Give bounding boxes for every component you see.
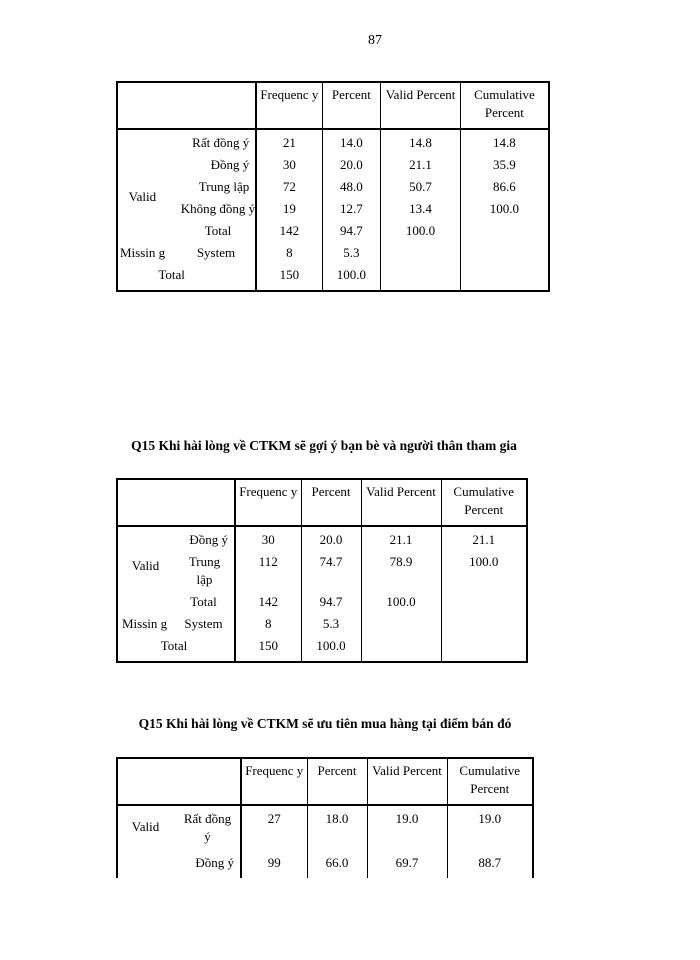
- table-row: [117, 611, 527, 633]
- row-category: Không đồng ý: [180, 201, 256, 216]
- cell-frequency: 150: [235, 633, 301, 662]
- cell-frequency: 150: [256, 262, 322, 291]
- table-row: [117, 589, 527, 611]
- cell-cumulative: [460, 240, 549, 262]
- table-row: [117, 218, 549, 240]
- row-category: Rất đồng ý: [183, 811, 232, 844]
- header-blank: [117, 758, 241, 805]
- table-2-title: Q15 Khi hài lòng về CTKM sẽ gợi ý bạn bè và người thân tham gia: [131, 438, 517, 453]
- cell-percent: 94.7: [301, 589, 361, 611]
- cell-valid-percent: 13.4: [381, 196, 461, 218]
- frequency-table-1: [116, 81, 550, 292]
- cell-cumulative: [460, 218, 549, 240]
- table-row: [117, 152, 549, 174]
- cell-frequency: 8: [256, 240, 322, 262]
- cell-cumulative: 35.9: [460, 152, 549, 174]
- cell-valid-percent: 100.0: [361, 589, 441, 611]
- cell-frequency: 27: [241, 805, 307, 846]
- row-category: Đồng ý: [210, 157, 250, 172]
- cell-percent: 12.7: [322, 196, 381, 218]
- cell-percent: 20.0: [322, 152, 381, 174]
- row-category: Rất đồng ý: [192, 135, 250, 150]
- cell-valid-percent: 69.7: [367, 846, 447, 878]
- cell-frequency: 30: [235, 526, 301, 549]
- cell-valid-percent: [361, 611, 441, 633]
- cell-frequency: 72: [256, 174, 322, 196]
- frequency-table-3: [116, 757, 534, 878]
- cell-valid-percent: 19.0: [367, 805, 447, 846]
- group-label-missing: Missin g: [120, 245, 166, 260]
- cell-valid-percent: 78.9: [361, 549, 441, 589]
- cell-cumulative: [460, 262, 549, 291]
- table-3-title: Q15 Khi hài lòng về CTKM sẽ ưu tiên mua hàng tại điểm bán đó: [138, 716, 512, 731]
- cell-frequency: 142: [235, 589, 301, 611]
- row-category: System: [184, 616, 223, 631]
- cell-percent: 20.0: [301, 526, 361, 549]
- header-frequency: Frequenc y: [235, 479, 301, 526]
- cell-cumulative: 19.0: [447, 805, 533, 846]
- cell-frequency: 142: [256, 218, 322, 240]
- cell-valid-percent: [381, 262, 461, 291]
- table-row: [117, 174, 549, 196]
- row-category: Đồng ý: [195, 855, 234, 870]
- header-blank: [117, 479, 235, 526]
- row-category: System: [196, 245, 236, 260]
- group-label-valid: Valid: [128, 189, 157, 204]
- cell-percent: 94.7: [322, 218, 381, 240]
- row-category: Total: [158, 267, 185, 282]
- cell-percent: 5.3: [322, 240, 381, 262]
- table-row: [117, 549, 527, 589]
- cell-frequency: 8: [235, 611, 301, 633]
- table-header-row: [117, 479, 527, 526]
- header-blank: [117, 82, 256, 129]
- cell-frequency: 19: [256, 196, 322, 218]
- header-percent: Percent: [301, 479, 361, 526]
- header-valid-percent: Valid Percent: [381, 82, 461, 129]
- cell-percent: 66.0: [307, 846, 367, 878]
- cell-valid-percent: 14.8: [381, 129, 461, 152]
- cell-percent: 18.0: [307, 805, 367, 846]
- header-percent: Percent: [322, 82, 381, 129]
- row-category: Total: [160, 638, 188, 653]
- cell-valid-percent: 50.7: [381, 174, 461, 196]
- header-cumulative-percent: Cumulative Percent: [441, 479, 527, 526]
- cell-percent: 74.7: [301, 549, 361, 589]
- cell-cumulative: [441, 589, 527, 611]
- cell-cumulative: 21.1: [441, 526, 527, 549]
- cell-valid-percent: [381, 240, 461, 262]
- group-label-missing: Missin g: [122, 616, 168, 631]
- table-row: [117, 196, 549, 218]
- header-cumulative-percent: Cumulative Percent: [460, 82, 549, 129]
- frequency-table-2: [116, 478, 528, 663]
- cell-frequency: 112: [235, 549, 301, 589]
- cell-percent: 100.0: [301, 633, 361, 662]
- cell-valid-percent: 21.1: [361, 526, 441, 549]
- row-category: Trung lập: [188, 554, 221, 587]
- cell-percent: 14.0: [322, 129, 381, 152]
- cell-cumulative: 88.7: [447, 846, 533, 878]
- table-row: [117, 262, 549, 291]
- header-frequency: Frequenc y: [256, 82, 322, 129]
- table-row: [117, 805, 533, 846]
- table-row: [117, 129, 549, 152]
- cell-percent: 100.0: [322, 262, 381, 291]
- cell-valid-percent: [361, 633, 441, 662]
- header-frequency: Frequenc y: [241, 758, 307, 805]
- page-number: 87: [368, 33, 382, 48]
- cell-frequency: 99: [241, 846, 307, 878]
- group-label-valid: Valid: [131, 558, 160, 573]
- row-category: Đồng ý: [189, 532, 228, 547]
- cell-cumulative: [441, 611, 527, 633]
- table-row: [117, 633, 527, 662]
- row-category: Total: [190, 594, 217, 609]
- table-row: [117, 240, 549, 262]
- row-category: Trung lập: [198, 179, 250, 194]
- cell-valid-percent: 21.1: [381, 152, 461, 174]
- table-row: [117, 846, 533, 878]
- cell-percent: 48.0: [322, 174, 381, 196]
- header-percent: Percent: [307, 758, 367, 805]
- table-header-row: [117, 82, 549, 129]
- header-valid-percent: Valid Percent: [361, 479, 441, 526]
- header-valid-percent: Valid Percent: [367, 758, 447, 805]
- cell-percent: 5.3: [301, 611, 361, 633]
- cell-frequency: 21: [256, 129, 322, 152]
- row-category: Total: [204, 223, 232, 238]
- cell-valid-percent: 100.0: [381, 218, 461, 240]
- cell-cumulative: 86.6: [460, 174, 549, 196]
- group-label-valid: Valid: [131, 819, 160, 834]
- cell-cumulative: 100.0: [441, 549, 527, 589]
- cell-frequency: 30: [256, 152, 322, 174]
- header-cumulative-percent: Cumulative Percent: [447, 758, 533, 805]
- cell-cumulative: [441, 633, 527, 662]
- cell-cumulative: 14.8: [460, 129, 549, 152]
- table-header-row: [117, 758, 533, 805]
- table-row: [117, 526, 527, 549]
- cell-cumulative: 100.0: [460, 196, 549, 218]
